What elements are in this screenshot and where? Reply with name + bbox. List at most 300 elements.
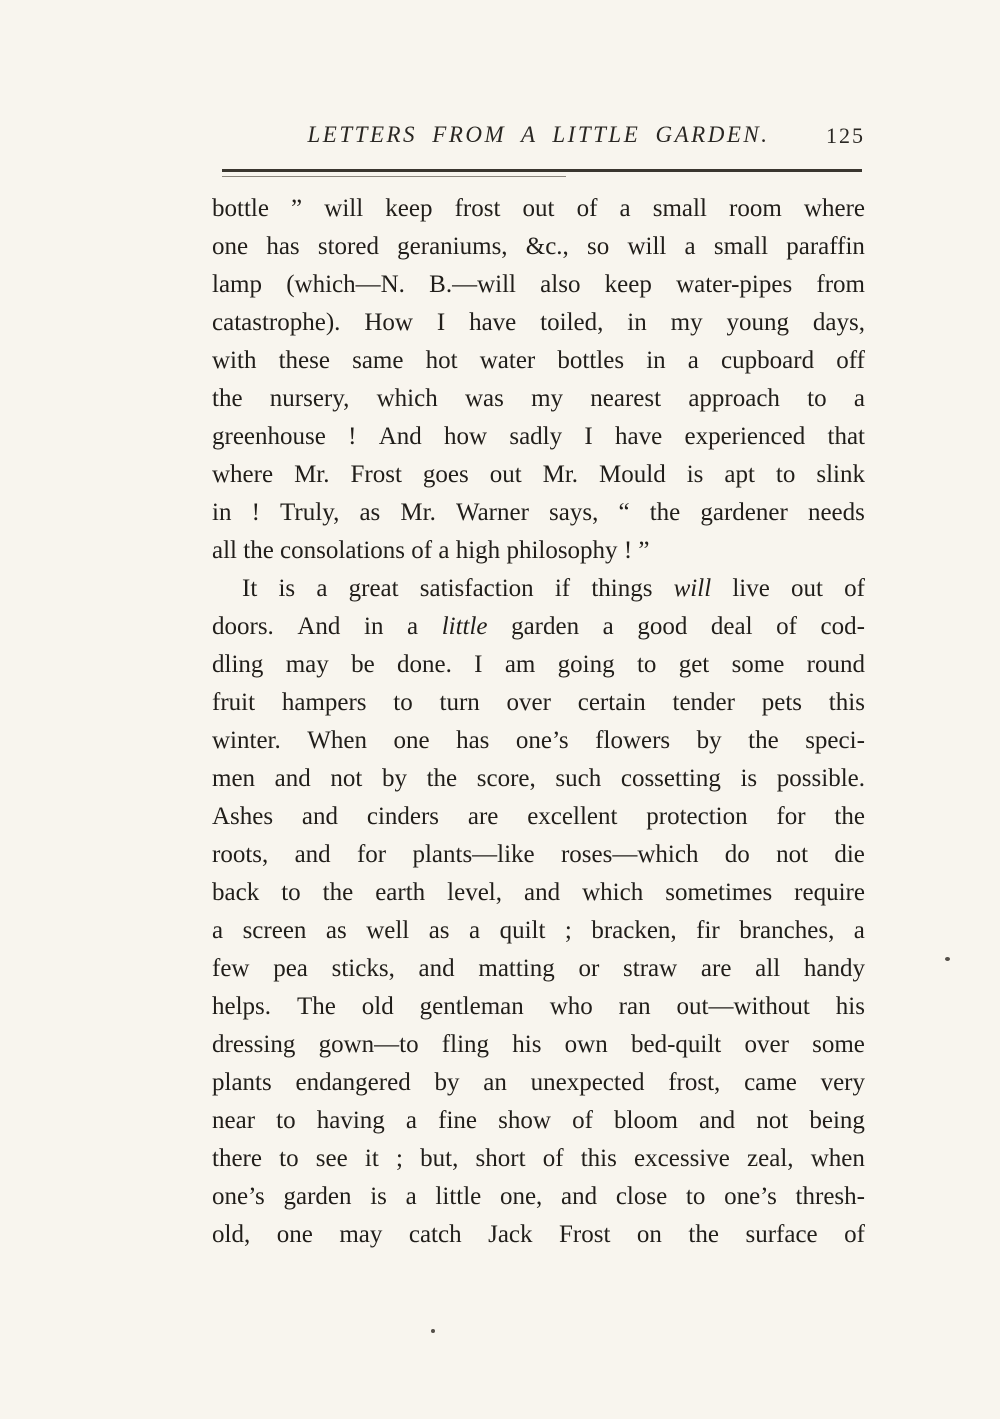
word: and	[294, 841, 331, 868]
word: round	[806, 651, 865, 678]
word: earth	[375, 879, 426, 906]
text-line	[212, 1026, 865, 1064]
word: get	[678, 651, 710, 678]
word: matting	[478, 955, 555, 982]
word: tender	[672, 689, 735, 716]
word: may	[339, 1221, 383, 1248]
word: require	[794, 879, 865, 906]
word: it	[364, 1145, 379, 1172]
word: excellent	[527, 803, 618, 830]
word: The	[296, 993, 336, 1020]
word: the	[243, 537, 274, 564]
word: When	[307, 727, 367, 754]
word: I	[584, 423, 593, 450]
word: small	[713, 233, 769, 260]
word: things	[591, 575, 653, 602]
text-line	[212, 1178, 865, 1216]
word: show	[498, 1107, 551, 1134]
word: water	[479, 347, 536, 374]
word: be	[351, 651, 375, 678]
word: an	[483, 1069, 507, 1096]
word: if	[554, 575, 571, 602]
word: keep	[385, 195, 433, 222]
word: the	[688, 1221, 719, 1248]
word: out	[791, 575, 823, 602]
word: the	[748, 727, 779, 754]
word: consolations	[280, 537, 406, 564]
word: of	[776, 613, 797, 640]
text-line	[212, 684, 865, 722]
word: toiled,	[540, 309, 604, 336]
text-line	[212, 950, 865, 988]
word: good	[637, 613, 688, 640]
word: the	[649, 499, 681, 526]
word: And	[378, 423, 422, 450]
word: Mr.	[294, 461, 330, 488]
word: quilt	[499, 917, 546, 944]
word: gentleman	[419, 993, 524, 1020]
word: Mould	[599, 461, 666, 488]
word: will	[324, 195, 364, 222]
word: gown—to	[318, 1031, 419, 1058]
word: catastrophe).	[212, 309, 341, 336]
word: by	[696, 727, 722, 754]
word: by	[381, 765, 407, 792]
word: of	[572, 1107, 593, 1134]
word: but,	[420, 1145, 459, 1172]
header-rule-secondary	[222, 176, 566, 177]
word: die	[834, 841, 865, 868]
word: a	[853, 385, 865, 412]
word: same	[352, 347, 404, 374]
word: not	[330, 765, 363, 792]
word: doors.	[212, 613, 274, 640]
word: out—without	[676, 993, 810, 1020]
word: done.	[397, 651, 452, 678]
word: plants	[212, 1069, 272, 1096]
word: over	[744, 1031, 789, 1058]
word: very	[820, 1069, 865, 1096]
word: excessive	[634, 1145, 730, 1172]
word: cod-	[820, 613, 865, 640]
text-line	[212, 722, 865, 760]
word: gardener	[700, 499, 788, 526]
header-rule	[222, 169, 862, 172]
word: surface	[745, 1221, 818, 1248]
word: has	[266, 233, 300, 260]
word: certain	[577, 689, 646, 716]
word: or	[578, 955, 600, 982]
word: !	[623, 537, 633, 564]
word: also	[540, 271, 581, 298]
word: geraniums,	[397, 233, 508, 260]
word: which	[376, 385, 438, 412]
word: sometimes	[665, 879, 773, 906]
word: one’s	[724, 1183, 777, 1210]
word: screen	[242, 917, 307, 944]
word: have	[469, 309, 517, 336]
word: some	[731, 651, 785, 678]
word: flowers	[595, 727, 671, 754]
word: hot	[425, 347, 458, 374]
text-line	[212, 190, 865, 228]
word: “	[618, 499, 630, 526]
word: bloom	[614, 1107, 678, 1134]
text-line	[212, 228, 865, 266]
text-line	[212, 760, 865, 798]
word: a	[687, 347, 699, 374]
word: approach	[688, 385, 780, 412]
word: speci-	[805, 727, 865, 754]
word: !	[348, 423, 357, 450]
word: as	[428, 917, 450, 944]
word: water-pipes	[676, 271, 793, 298]
word: says,	[549, 499, 599, 526]
word: Truly,	[280, 499, 340, 526]
word: It	[242, 575, 258, 602]
word: of	[411, 537, 433, 564]
word: going	[557, 651, 615, 678]
word: garden	[511, 613, 580, 640]
word: fruit	[212, 689, 256, 716]
word: where	[803, 195, 865, 222]
word: great	[348, 575, 399, 602]
word: Ashes	[212, 803, 274, 830]
word: a	[438, 537, 450, 564]
word: winter.	[212, 727, 281, 754]
word: of	[576, 195, 598, 222]
word: how	[444, 423, 488, 450]
word: old	[361, 993, 394, 1020]
word: live	[732, 575, 770, 602]
word: helps.	[212, 993, 272, 1020]
word: small	[652, 195, 707, 222]
word: short	[475, 1145, 526, 1172]
word: a	[405, 1107, 418, 1134]
word: is	[740, 765, 758, 792]
word: of	[844, 575, 865, 602]
word: the	[834, 803, 865, 830]
word: in	[627, 309, 647, 336]
word: from	[816, 271, 865, 298]
word: (which—N.	[286, 271, 405, 298]
word: on	[636, 1221, 662, 1248]
text-line	[212, 418, 865, 456]
body-text	[212, 190, 865, 1254]
word: as	[359, 499, 381, 526]
word: as	[325, 917, 347, 944]
page-header	[212, 122, 865, 158]
word: high	[455, 537, 501, 564]
ink-speck	[431, 1329, 435, 1333]
word: goes	[422, 461, 469, 488]
word: to	[775, 461, 796, 488]
text-line	[212, 342, 865, 380]
word: stored	[317, 233, 379, 260]
text-line	[212, 988, 865, 1026]
word: a	[212, 917, 224, 944]
word: and	[274, 765, 311, 792]
word: ”	[291, 195, 303, 222]
word: ;	[564, 917, 572, 944]
word: protection	[646, 803, 748, 830]
word: near	[212, 1107, 256, 1134]
word: see	[315, 1145, 348, 1172]
word: which	[582, 879, 644, 906]
text-line	[212, 646, 865, 684]
word: slink	[816, 461, 865, 488]
word: one,	[499, 1183, 543, 1210]
word: fling	[441, 1031, 490, 1058]
word: close	[615, 1183, 668, 1210]
word: philosophy	[506, 537, 618, 564]
word: men	[212, 765, 256, 792]
word: is	[686, 461, 704, 488]
word: a	[469, 917, 481, 944]
word: to	[279, 1145, 299, 1172]
word: one	[212, 233, 249, 260]
word: for	[776, 803, 806, 830]
word: B.—will	[429, 271, 516, 298]
word: bottle	[212, 195, 269, 222]
word: Mr.	[400, 499, 436, 526]
word: plants—like	[412, 841, 535, 868]
word: old,	[212, 1221, 251, 1248]
word: ;	[396, 1145, 403, 1172]
text-line	[212, 532, 865, 570]
word: pets	[761, 689, 803, 716]
word: not	[756, 1107, 789, 1134]
word: and	[699, 1107, 736, 1134]
word: cinders	[366, 803, 440, 830]
word: bracken,	[591, 917, 677, 944]
text-line	[212, 1140, 865, 1178]
word: came	[744, 1069, 797, 1096]
word: garden	[283, 1183, 352, 1210]
word: roots,	[212, 841, 269, 868]
word: do	[724, 841, 750, 868]
word: by	[434, 1069, 460, 1096]
word: experienced	[684, 423, 806, 450]
word: some	[812, 1031, 865, 1058]
word: there	[212, 1145, 262, 1172]
word: the	[426, 765, 458, 792]
word: one’s	[515, 727, 569, 754]
word: such	[555, 765, 602, 792]
word: thresh-	[795, 1183, 865, 1210]
word: is	[278, 575, 296, 602]
word: nursery,	[269, 385, 350, 412]
word: to	[685, 1183, 706, 1210]
word: days,	[812, 309, 865, 336]
word: his	[835, 993, 865, 1020]
word: How	[364, 309, 413, 336]
word: with	[212, 347, 257, 374]
word: sadly	[509, 423, 563, 450]
word: in	[646, 347, 666, 374]
text-line	[212, 1064, 865, 1102]
word: handy	[803, 955, 865, 982]
word: few	[212, 955, 250, 982]
word: a	[602, 613, 614, 640]
word: cupboard	[721, 347, 815, 374]
text-line	[212, 266, 865, 304]
text-line	[212, 608, 865, 646]
word: having	[316, 1107, 385, 1134]
word: this	[580, 1145, 617, 1172]
word: unexpected	[530, 1069, 645, 1096]
text-line	[212, 494, 865, 532]
word: dling	[212, 651, 264, 678]
word: one’s	[212, 1183, 265, 1210]
word: a	[407, 613, 419, 640]
word: greenhouse	[212, 423, 326, 450]
word: fir	[696, 917, 720, 944]
word: turn	[439, 689, 480, 716]
word: in	[212, 499, 232, 526]
word: a	[316, 575, 328, 602]
word: Mr.	[542, 461, 579, 488]
word: when	[810, 1145, 865, 1172]
word: own	[564, 1031, 608, 1058]
word: apt	[724, 461, 755, 488]
word: ”	[638, 537, 650, 564]
word: was	[464, 385, 504, 412]
word: little	[441, 613, 488, 640]
word: has	[456, 727, 490, 754]
word: I	[436, 309, 446, 336]
word: roses—which	[560, 841, 699, 868]
word: level,	[447, 879, 503, 906]
word: out	[489, 461, 522, 488]
word: !	[251, 499, 260, 526]
word: am	[504, 651, 536, 678]
word: his	[512, 1031, 542, 1058]
word: is	[370, 1183, 387, 1210]
word: so	[587, 233, 610, 260]
word: my	[670, 309, 703, 336]
word: branches,	[739, 917, 835, 944]
word: being	[809, 1107, 865, 1134]
word: bottles	[557, 347, 625, 374]
word: And	[297, 613, 341, 640]
word: to	[636, 651, 657, 678]
text-line	[212, 570, 865, 608]
text-line	[212, 874, 865, 912]
word: all	[212, 537, 237, 564]
word: and	[561, 1183, 598, 1210]
word: the	[212, 385, 243, 412]
word: straw	[623, 955, 678, 982]
word: nearest	[590, 385, 662, 412]
word: dressing	[212, 1031, 296, 1058]
word: are	[467, 803, 499, 830]
word: to	[807, 385, 827, 412]
word: the	[322, 879, 354, 906]
text-line	[212, 1216, 865, 1254]
word: a	[405, 1183, 417, 1210]
word: zeal,	[747, 1145, 794, 1172]
word: &c.,	[525, 233, 569, 260]
word: my	[531, 385, 564, 412]
word: back	[212, 879, 260, 906]
text-line	[212, 380, 865, 418]
text-line	[212, 836, 865, 874]
word: deal	[710, 613, 753, 640]
word: are	[700, 955, 732, 982]
word: that	[827, 423, 865, 450]
word: Frost	[559, 1221, 611, 1248]
word: bed-quilt	[630, 1031, 722, 1058]
word: off	[836, 347, 865, 374]
word: in	[364, 613, 384, 640]
word: one	[393, 727, 430, 754]
word: and	[524, 879, 561, 906]
word: frost,	[668, 1069, 721, 1096]
word: over	[506, 689, 551, 716]
word: Warner	[455, 499, 529, 526]
word: who	[549, 993, 593, 1020]
page-number: 125	[826, 123, 865, 148]
word: and	[418, 955, 455, 982]
ink-speck	[945, 957, 950, 961]
word: cossetting	[620, 765, 721, 792]
word: I	[474, 651, 483, 678]
word: one	[276, 1221, 313, 1248]
word: Jack	[488, 1221, 533, 1248]
word: satisfaction	[419, 575, 534, 602]
word: out	[522, 195, 555, 222]
word: paraffin	[786, 233, 865, 260]
word: and	[301, 803, 339, 830]
word: endangered	[295, 1069, 411, 1096]
word: needs	[807, 499, 865, 526]
word: of	[542, 1145, 564, 1172]
word: will	[673, 575, 712, 602]
word: where	[212, 461, 274, 488]
word: catch	[408, 1221, 462, 1248]
word: will	[627, 233, 667, 260]
word: all	[755, 955, 781, 982]
word: these	[278, 347, 330, 374]
word: lamp	[212, 271, 262, 298]
word: well	[366, 917, 410, 944]
text-line	[212, 456, 865, 494]
word: to	[281, 879, 301, 906]
word: not	[776, 841, 809, 868]
text-line	[212, 798, 865, 836]
word: pea	[273, 955, 308, 982]
word: Frost	[350, 461, 402, 488]
word: young	[726, 309, 789, 336]
word: little	[435, 1183, 482, 1210]
word: may	[285, 651, 329, 678]
word: of	[844, 1221, 865, 1248]
word: for	[356, 841, 387, 868]
word: score,	[476, 765, 536, 792]
word: a	[853, 917, 865, 944]
word: sticks,	[331, 955, 395, 982]
word: frost	[454, 195, 501, 222]
word: this	[828, 689, 865, 716]
text-line	[212, 912, 865, 950]
word: to	[393, 689, 413, 716]
word: to	[276, 1107, 296, 1134]
word: fine	[438, 1107, 478, 1134]
text-line	[212, 1102, 865, 1140]
word: ran	[618, 993, 651, 1020]
word: room	[729, 195, 782, 222]
